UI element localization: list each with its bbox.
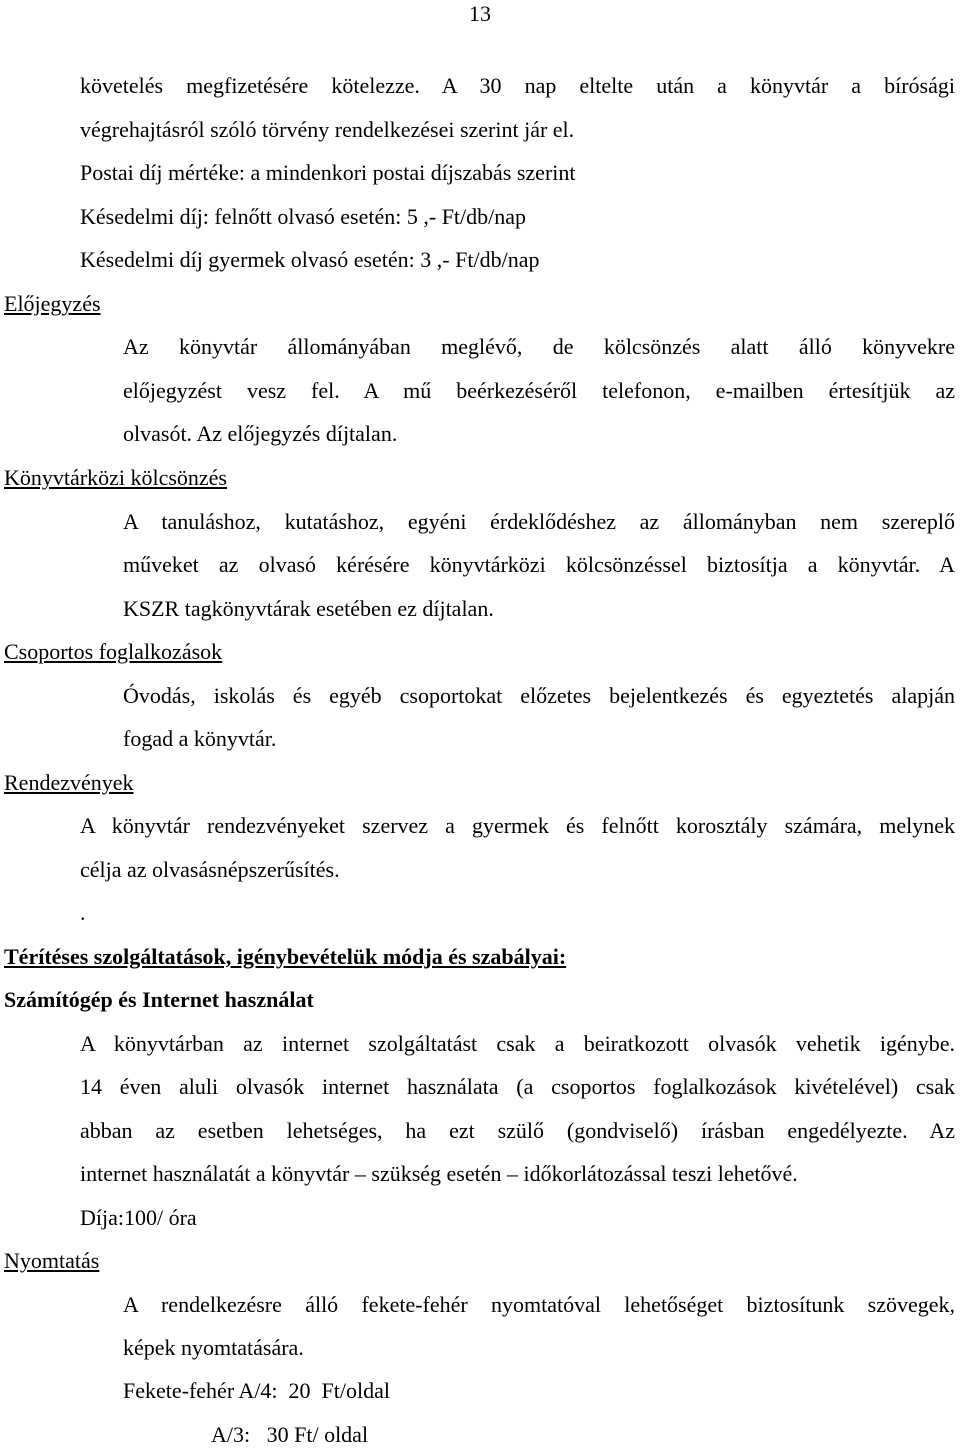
reservation-heading: Előjegyzés [4, 291, 101, 316]
reservation-line-3: olvasót. Az előjegyzés díjtalan. [123, 421, 398, 446]
internet-line-3: abban az esetben lehetséges, ha ezt szülő (gondviselő) írásban engedélyezte. Az [80, 1118, 955, 1143]
paid-services-heading: Térítéses szolgáltatások, igénybevételük módja és szabályai: [4, 944, 567, 969]
events-line-2: célja az olvasásnépszerűsítés. [80, 857, 340, 882]
stray-dot: . [80, 900, 86, 925]
page-number: 13 [469, 1, 491, 26]
intro-line-2: végrehajtásról szóló törvény rendelkezései szerint jár el. [80, 117, 575, 142]
late-fee-child: Késedelmi díj gyermek olvasó esetén: 3 ,- Ft/db/nap [80, 247, 540, 272]
reservation-line-2: előjegyzést vesz fel. A mű beérkezéséről telefonon, e-mailben értesítjük az [123, 378, 955, 403]
internet-heading: Számítógép és Internet használat [4, 987, 314, 1012]
events-heading: Rendezvények [4, 770, 134, 795]
postal-fee: Postai díj mértéke: a mindenkori postai díjszabás szerint [80, 160, 576, 185]
internet-line-1: A könyvtárban az internet szolgáltatást csak a beiratkozott olvasók vehetik igénybe. [80, 1031, 955, 1056]
reservation-line-1: Az könyvtár állományában meglévő, de kölcsönzés alatt álló könyvekre [123, 334, 955, 359]
internet-line-4: internet használatát a könyvtár – szükség esetén – időkorlátozással teszi lehetővé. [80, 1161, 798, 1186]
groups-heading: Csoportos foglalkozások [4, 639, 223, 664]
interlibrary-line-1: A tanuláshoz, kutatáshoz, egyéni érdeklődéshez az állományban nem szereplő [123, 509, 955, 534]
events-line-1: A könyvtár rendezvényeket szervez a gyermek és felnőtt korosztály számára, melynek [80, 813, 955, 838]
intro-line-1: követelés megfizetésére kötelezze. A 30 nap eltelte után a könyvtár a bírósági [80, 73, 955, 98]
printing-price-a3: A/3: 30 Ft/ oldal [211, 1422, 369, 1447]
groups-line-2: fogad a könyvtár. [123, 726, 277, 751]
internet-fee: Díja:100/ óra [80, 1205, 197, 1230]
interlibrary-line-3: KSZR tagkönyvtárak esetében ez díjtalan. [123, 596, 494, 621]
interlibrary-heading: Könyvtárközi kölcsönzés [4, 465, 227, 490]
interlibrary-line-2: műveket az olvasó kérésére könyvtárközi kölcsönzéssel biztosítja a könyvtár. A [123, 552, 955, 577]
internet-line-2: 14 éven aluli olvasók internet használata (a csoportos foglalkozások kivételével) csak [80, 1074, 955, 1099]
late-fee-adult: Késedelmi díj: felnőtt olvasó esetén: 5 ,- Ft/db/nap [80, 204, 527, 229]
groups-line-1: Óvodás, iskolás és egyéb csoportokat előzetes bejelentkezés és egyeztetés alapján [123, 683, 955, 708]
printing-line-1: A rendelkezésre álló fekete-fehér nyomtatóval lehetőséget biztosítunk szövegek, [123, 1292, 955, 1317]
printing-heading: Nyomtatás [4, 1248, 100, 1273]
printing-price-a4: Fekete-fehér A/4: 20 Ft/oldal [123, 1378, 390, 1403]
printing-line-2: képek nyomtatására. [123, 1335, 304, 1360]
